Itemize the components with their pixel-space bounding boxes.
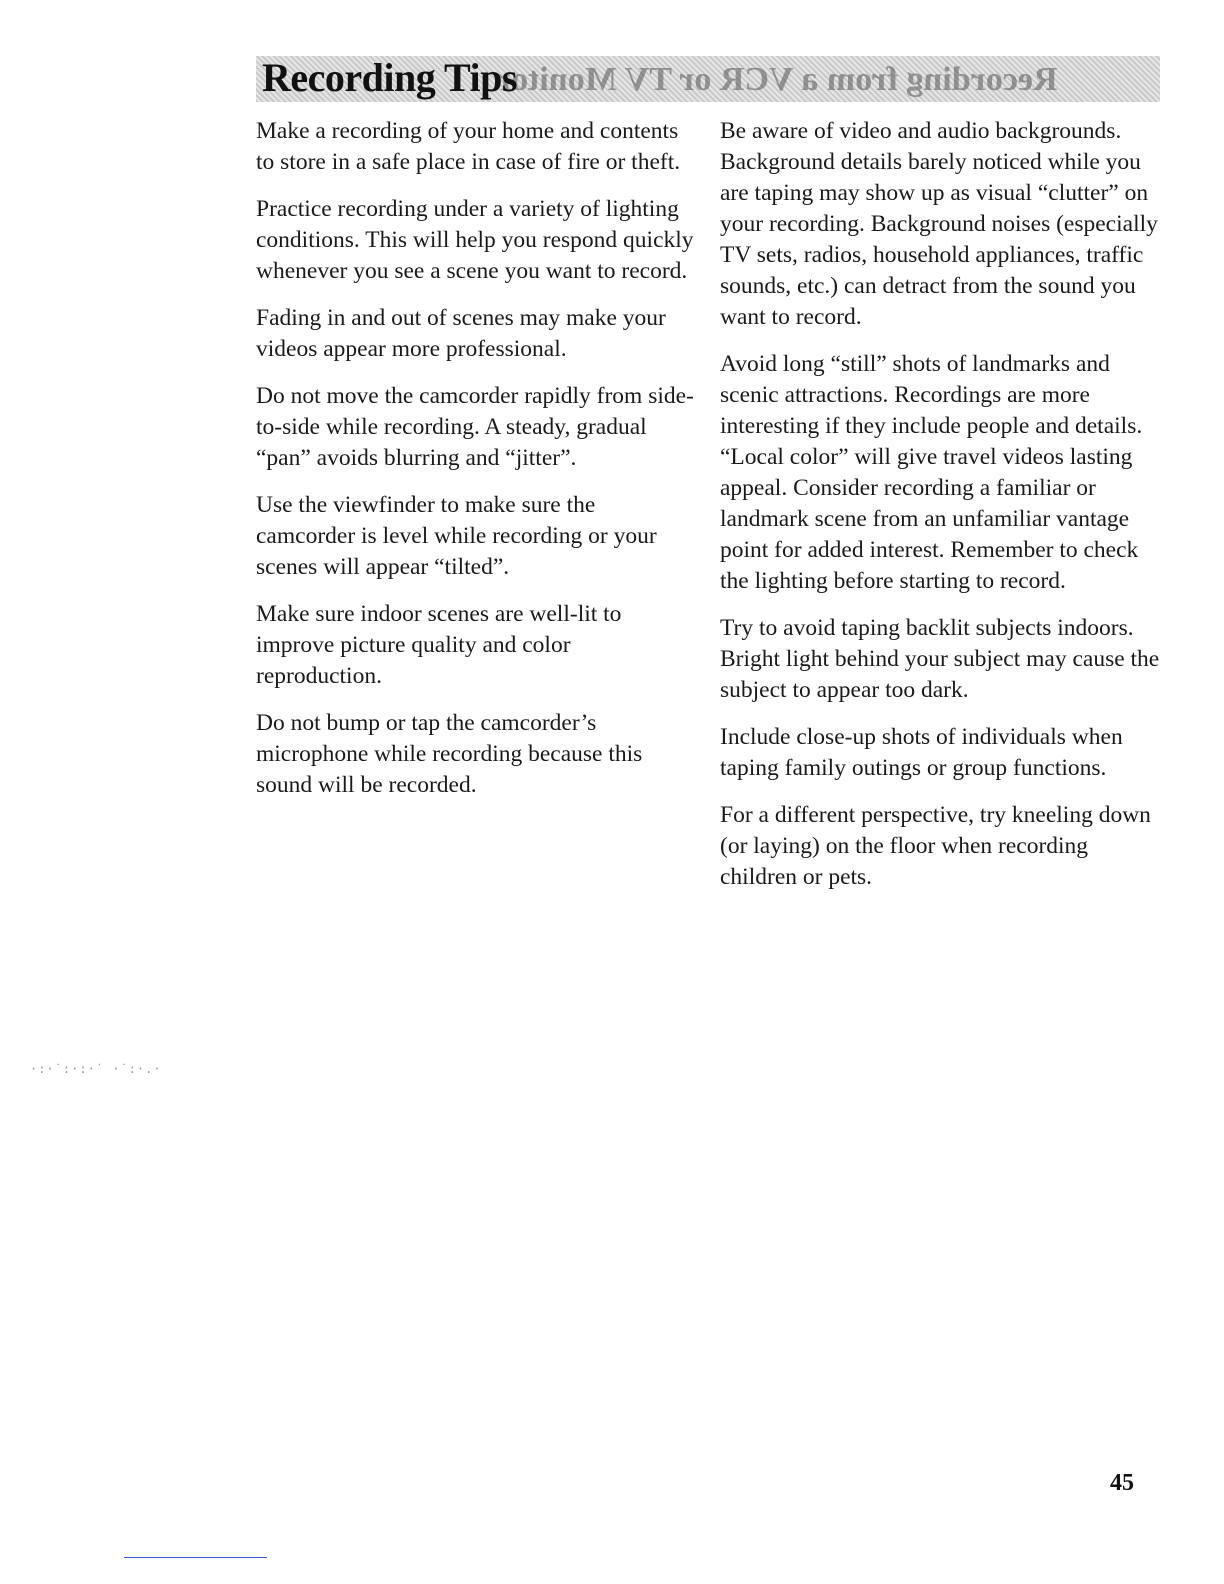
scan-artifact-marks: ·:·˙:·:·˙ ·˙:·.· <box>30 1062 162 1076</box>
tip-paragraph: Do not move the camcorder rapidly from side-to-side while recording. A steady, gradual “pan” avoids blurring and “jitter”. <box>256 383 694 471</box>
tip-paragraph: Avoid long “still” shots of landmarks and scenic attractions. Recordings are more interesting if they include people and details. “Local color” will give travel videos lasting appeal. Consider recording a familiar or landmark scene from an unfamiliar vantage point for added interest. Remember to check the lighting before starting to record. <box>720 351 1143 594</box>
tip-paragraph: Make sure indoor scenes are well-lit to improve picture quality and color reproduction. <box>256 601 622 689</box>
tip-paragraph: Fading in and out of scenes may make your videos appear more professional. <box>256 305 666 362</box>
tip-paragraph: For a different perspective, try kneeling down (or laying) on the floor when recording children or pets. <box>720 802 1151 890</box>
tip-paragraph: Practice recording under a variety of lighting conditions. This will help you respond quickly whenever you see a scene you want to record. <box>256 196 694 284</box>
left-column <box>256 116 696 817</box>
tip-paragraph: Make a recording of your home and contents to store in a safe place in case of fire or theft. <box>256 118 681 175</box>
header-bleed-through-text: Recording from a VCR or TV Monitor <box>496 61 1058 98</box>
page-title: Recording Tips <box>262 56 517 100</box>
tip-paragraph: Use the viewfinder to make sure the camcorder is level while recording or your scenes will appear “tilted”. <box>256 492 657 580</box>
section-header-bar <box>256 56 1160 102</box>
page-number: 45 <box>1110 1470 1134 1496</box>
tip-paragraph: Do not bump or tap the camcorder’s microphone while recording because this sound will be recorded. <box>256 710 643 798</box>
right-column <box>720 116 1166 909</box>
tip-paragraph: Be aware of video and audio backgrounds. Background details barely noticed while you are taping may show up as visual “clutter” on your recording. Background noises (especially TV sets, radios, household appliances, traffic sounds, etc.) can detract from the sound you want to record. <box>720 118 1158 330</box>
tip-paragraph: Try to avoid taping backlit subjects indoors. Bright light behind your subject may cause the subject to appear too dark. <box>720 615 1160 703</box>
tip-paragraph: Include close-up shots of individuals when taping family outings or group functions. <box>720 724 1123 781</box>
bottom-rule <box>124 1557 267 1558</box>
